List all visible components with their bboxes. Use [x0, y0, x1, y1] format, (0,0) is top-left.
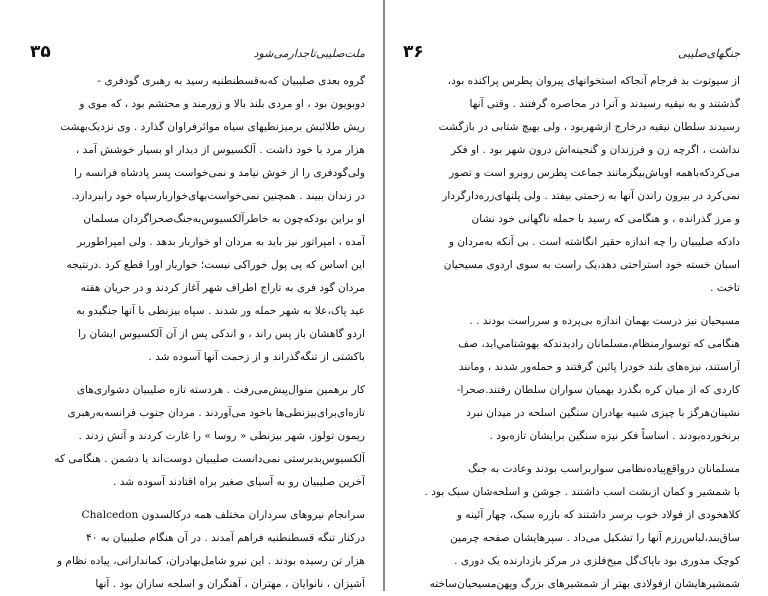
- text-line: می‌کرد‌که‌باهمه اوباش‌بیگرمانند جماعت پطرس روبرو است و تصور: [449, 167, 740, 179]
- text-line: آخرین صلیبیان رو به آسیای صغیر براه افتادند آسوده شد .: [113, 476, 365, 488]
- text-line: هزار تن رسیده بودند . این نیرو شامل‌بهادران، کماندارانی، پیاده نظام و: [56, 555, 365, 567]
- text-line: اردو گاهشان باز پس راند ، و اندکی پس از آن آلکسیوس ایشان را: [78, 328, 365, 340]
- text-line: نداشت ، اگرچه زن و فرزندان و گنجینه‌اش درون شهر بود . او فکر: [450, 144, 740, 156]
- text-line: کوچک مدوری بود باپاک‌گل میخ‌فلزی در مرکز بازدارنده یک دوری .: [454, 555, 740, 567]
- text-line: ولی‌گودفری را از خوش نیامد و نمی‌خواست پسر پادشاه فرانسه را: [73, 167, 365, 179]
- text-line: ریش طلائیش برمیزنطیهای سیاه موائرفراوان گذارد . وی نزدیک‌بهشت: [60, 121, 365, 133]
- text-line: مسلمانان درواقع‌پیاده‌نظامی سواربراسب بودند وعادت به جنگ: [467, 463, 740, 475]
- text-line: او براین بود‌که‌چون به خاطرآلکسیوس‌به‌جنگ‌صحراگردان مسلمان: [83, 213, 365, 225]
- text-line: عید پاک‌،علا به شهر حمله ور شدند . سپاه بیزنطی با آنها جنگیدو به: [76, 305, 365, 317]
- text-line: رسیدند سلطان نیقیه درخارج ازشهربود ، ولی بهیچ شتابی در بازگشت: [438, 121, 740, 133]
- paragraph-gap: [403, 448, 740, 458]
- text-line: این اساس که پی پول خوراکی نیست؛ خواربار اورا قطع کرد .درنتیجه: [66, 259, 365, 271]
- text-line: تازه‌ای‌برای‌بیزنطی‌ها باخود می‌آوردند . مردان جنوب فرانسه‌به‌رهبری: [67, 407, 365, 419]
- text-line: درکنار تنگه قسطنطنیه فراهم آمدند . در آن هنگام صلیبیان به ۴۰: [86, 532, 365, 544]
- text-line: با شمشیر و کمان ازبشت اسب داشتند . جوشن و اسلحه‌شان سبک بود .: [424, 486, 740, 498]
- paragraph-gap: [30, 494, 365, 504]
- text-line: آراستند، نیزه‌های بلند خودرا پائین گرفتند و حمله‌ور شدند ، ومانند: [458, 361, 740, 373]
- text-line: آشپزان ، نانوایان ، مهتران ، آهنگران و اسلحه سازان بود . آنها: [95, 578, 365, 590]
- text-line: مسیحیان نیز درست بهمان اندازه بی‌پرده و سرراست بودند . .: [469, 315, 740, 327]
- text-line: کار برهمین منوال‌پیش‌می‌رفت . هردسته تازه صلیبیان دشواری‌های: [76, 384, 365, 396]
- text-line: تاخت .: [710, 282, 740, 294]
- left-page: [0, 0, 383, 591]
- left-running-title: ملت‌صلیبی‌تاجدارمی‌شود: [253, 47, 365, 60]
- text-line: آمده ، امپراتور نیز باید به مردان او خواربار بدهد . ولی امپراطوربر: [76, 236, 365, 248]
- text-line: شمشیرهایشان ازفولادی بهتر از شمشیرهای بزرگ وپهن‌مسیحیان‌ساخته: [429, 578, 740, 590]
- paragraph-gap: [403, 300, 740, 310]
- text-line: گروه بعدی صلیبیان که‌به‌قسطنطنیه رسید به رهبری گودفری -: [97, 75, 365, 87]
- text-line: مردان گود فری به تاراج اطراف شهر آغاز کردند و در جریان هفته: [80, 282, 365, 294]
- text-line: هنگامی که توسوارمنظام،مسلمانان راديدندكه بهوشتامي‌اید، صف: [458, 338, 740, 350]
- right-page-number: ۳۶: [403, 42, 424, 62]
- text-line: کاردی که از میان کره بگذرد بهمیان سواران سلطان رفتند.صحرا-: [456, 384, 740, 396]
- left-page-number: ۳۵: [30, 42, 51, 62]
- left-page-body: [30, 70, 365, 596]
- right-page-body: [403, 70, 740, 596]
- text-line: برنخورده‌بودند . اساساً فکر نیزه‌ سنگین برایشان تازه‌بود .: [489, 430, 740, 442]
- text-line: گذشتند و به نیقیه رسیدند و آنرا در محاصره گرفتند . وقتی آنها: [469, 98, 740, 110]
- text-line: نشینان‌هرگز با چیزی شبیه بهادران سنگین اسلحه در میدان نبرد: [466, 407, 740, 419]
- text-line: و مرز گذرانده ، و هنگامی که رسید با حمله ناگهانی خود نشان: [471, 213, 740, 225]
- text-line: ریمون تولوز، شهر بیزنطی « روسا » را غارت کردند و آتش زدند .: [78, 430, 365, 442]
- text-line: آلکسیوس‌بدبرستی نمی‌دانست صلیبیان دوست‌اند یا دشمن . هنگامی که: [54, 453, 365, 465]
- text-line: در زندان ببیند . همچنین نمی‌خواست‌بهای‌خوار‌بارسپاه خود راببردازد.: [71, 190, 365, 202]
- text-line: از سیوتوت بد فرجام آنجاکه استخوانهای پیروان پطرس پراکنده بود،: [447, 75, 740, 87]
- left-page-header: [30, 42, 365, 64]
- right-running-title: جنگهای‌صلیبی: [677, 47, 740, 60]
- text-line: داد‌که صلیبیان را چه اندازه حقیر انگاشته است . بی آنکه به‌مردان و: [448, 236, 740, 248]
- paragraph-gap: [30, 369, 365, 379]
- text-line: دوبویون بود ، او مردی بلند بالا و زورمند و محتشم بود ، که موی و: [79, 98, 365, 110]
- text-line: هزار مرد با خود داشت . آلکسیوس از دیدار او بسیار خوشش آمد ،: [75, 144, 365, 156]
- text-line: با‌کشتی از تنگه‌گذراند و از زحمت آنها آسوده شد .: [148, 351, 365, 363]
- text-line: سرانجام نیروهای سرداران مختلف همه درکالسدون Chalcedon: [81, 509, 365, 521]
- text-line: نمی‌کرد در بیرون راندن آنها به زحمتی بیفتد . ولی پلنهای‌زره‌دارگردار: [442, 190, 740, 202]
- right-page-header: [403, 42, 740, 64]
- text-line: ساق‌بند،لباس‌رزم آنها را تشکیل می‌داد . سپرهایشان صفحه چرمین: [450, 532, 740, 544]
- right-page: [385, 0, 768, 591]
- text-line: اسبان خسته خود استراحتی دهد،یک راست به سوی اردوی مسیحیان: [443, 259, 740, 271]
- text-line: کلاهخودی از فولاد خوب برسر داشتند که بازره سبک، چهار آئینه و: [456, 509, 740, 521]
